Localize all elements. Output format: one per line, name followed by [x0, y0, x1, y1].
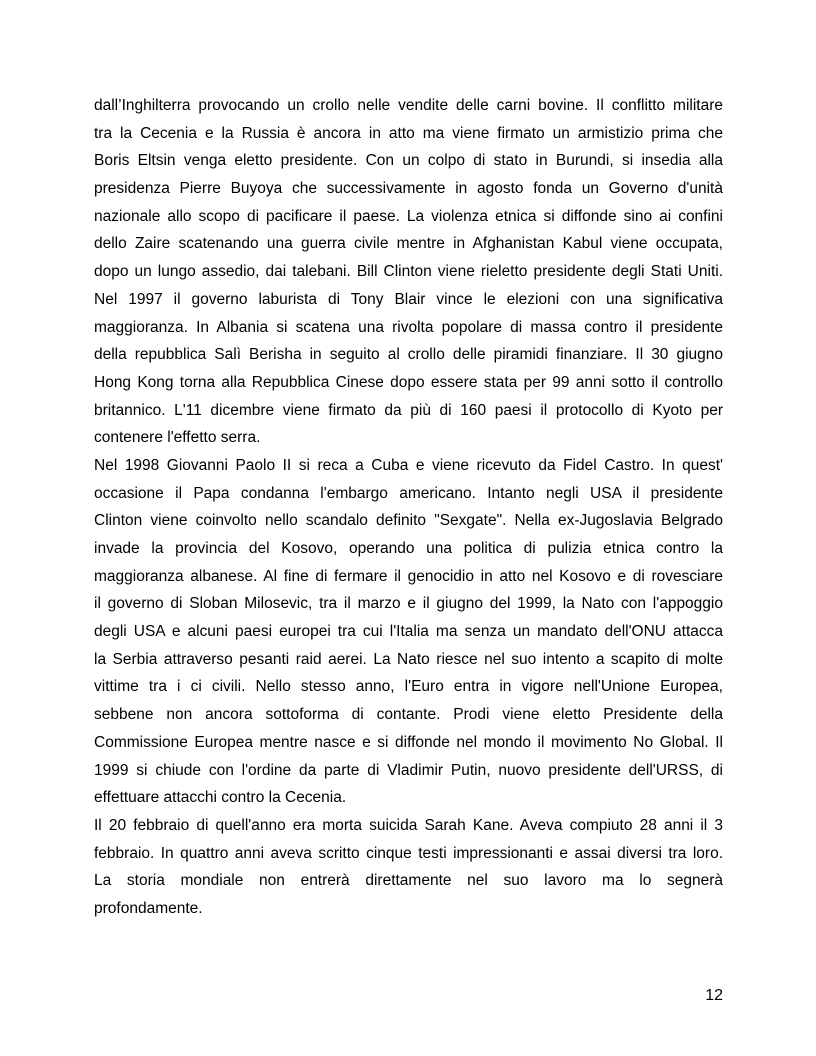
text-line: febbraio. In quattro anni aveva scritto cinque testi impressionanti e assai diversi tra loro.	[94, 844, 723, 862]
text-line: Nel 1998 Giovanni Paolo II si reca a Cuba e viene ricevuto da Fidel Castro. In quest'	[94, 456, 723, 474]
text-line: profondamente.	[94, 899, 203, 917]
text-line: il governo di Sloban Milosevic, tra il marzo e il giugno del 1999, la Nato con l'appoggio	[94, 595, 723, 613]
text-line: La storia mondiale non entrerà direttamente nel suo lavoro ma lo segnerà	[94, 872, 723, 890]
text-line: effettuare attacchi contro la Cecenia.	[94, 789, 347, 807]
body-text	[94, 92, 723, 923]
text-line: britannico. L'11 dicembre viene firmato da più di 160 paesi il protocollo di Kyoto per	[94, 401, 723, 419]
text-line: Hong Kong torna alla Repubblica Cinese dopo essere stata per 99 anni sotto il controllo	[94, 373, 723, 391]
text-line: Il 20 febbraio di quell'anno era morta suicida Sarah Kane. Aveva compiuto 28 anni il 3	[94, 816, 723, 834]
text-line: Boris Eltsin venga eletto presidente. Con un colpo di stato in Burundi, si insedia alla	[94, 152, 723, 170]
paragraph-1	[94, 92, 723, 452]
text-line: dopo un lungo assedio, dai talebani. Bill Clinton viene rieletto presidente degli Stati Uniti.	[94, 263, 723, 281]
text-line: vittime tra i ci civili. Nello stesso anno, l'Euro entra in vigore nell'Unione Europea,	[94, 678, 723, 696]
text-line: la Serbia attraverso pesanti raid aerei. La Nato riesce nel suo intento a scapito di molte	[94, 650, 723, 668]
text-line: Commissione Europea mentre nasce e si diffonde nel mondo il movimento No Global. Il	[94, 733, 723, 751]
text-line: 1999 si chiude con l'ordine da parte di Vladimir Putin, nuovo presidente dell'URSS, di	[94, 761, 723, 779]
text-line: maggioranza albanese. Al fine di fermare il genocidio in atto nel Kosovo e di rovesciare	[94, 567, 723, 585]
text-line: invade la provincia del Kosovo, operando una politica di pulizia etnica contro la	[94, 540, 723, 557]
text-line: occasione il Papa condanna l'embargo americano. Intanto negli USA il presidente	[94, 484, 723, 502]
text-line: presidenza Pierre Buyoya che successivamente in agosto fonda un Governo d'unità	[94, 180, 723, 198]
text-line: degli USA e alcuni paesi europei tra cui l'Italia ma senza un mandato dell'ONU attacca	[94, 623, 723, 641]
paragraph-2	[94, 452, 723, 812]
text-line: tra la Cecenia e la Russia è ancora in atto ma viene firmato un armistizio prima che	[94, 124, 723, 142]
text-line: dello Zaire scatenando una guerra civile mentre in Afghanistan Kabul viene occupata,	[94, 235, 723, 253]
text-line: sebbene non ancora sottoforma di contante. Prodi viene eletto Presidente della	[94, 706, 723, 724]
text-line: nazionale allo scopo di pacificare il paese. La violenza etnica si diffonde sino ai confini	[94, 207, 723, 225]
text-line: dall’Inghilterra provocando un crollo nelle vendite delle carni bovine. Il conflitto militare	[94, 97, 723, 114]
text-line: maggioranza. In Albania si scatena una rivolta popolare di massa contro il presidente	[94, 318, 723, 336]
paragraph-3	[94, 812, 723, 923]
text-line: Nel 1997 il governo laburista di Tony Blair vince le elezioni con una significativa	[94, 290, 723, 308]
page-number: 12	[705, 987, 723, 1004]
text-line: della repubblica Salì Berisha in seguito al crollo delle piramidi finanziare. Il 30 giugno	[94, 346, 723, 364]
text-line: Clinton viene coinvolto nello scandalo definito "Sexgate". Nella ex-Jugoslavia Belgrado	[94, 512, 723, 530]
text-line: contenere l'effetto serra.	[94, 429, 261, 447]
